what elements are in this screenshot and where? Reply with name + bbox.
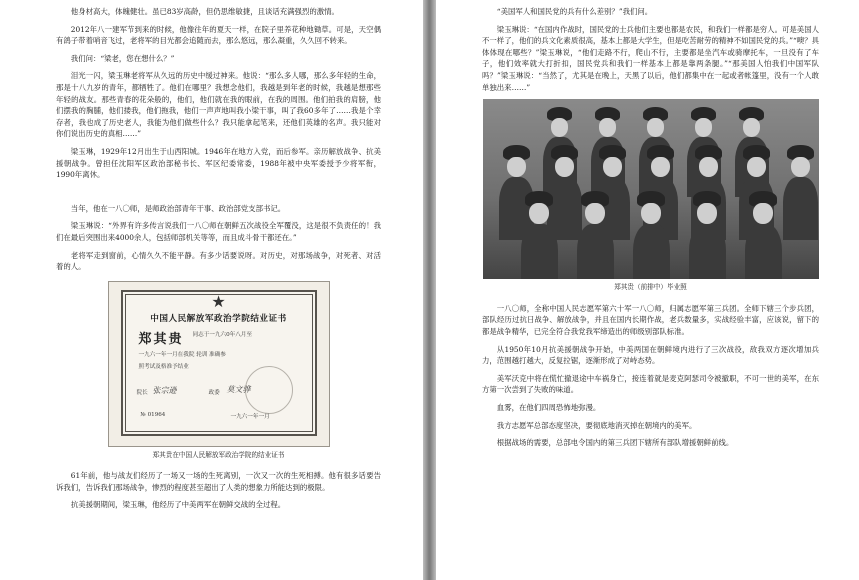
certificate-line-2: 一九六一年一月在我院 轮训 准确参: [138, 351, 226, 358]
body-paragraph: “美国军人和国民党的兵有什么差别？”我们问。: [496, 7, 653, 16]
right-text-block-top: [482, 6, 819, 93]
body-paragraph: 梁玉琳，1929年12月出生于山西阳城。1946年在地方入党，而后参军。亲历解放战争、抗美援朝战争。曾担任沈阳军区政治部秘书长、军区纪委常委，1988年被中央军委授予少将军衔，1990年离休。: [56, 146, 381, 180]
certificate-title-left: 院长: [136, 389, 148, 396]
paragraph-gap: [56, 187, 381, 203]
soldier-figure: [521, 191, 558, 279]
body-paragraph: 从1950年10月抗美援朝战争开始，中美两国在朝鲜境内进行了三次战役，敌我双方逐次增加兵力，范围越打越大，反复拉锯，逐渐形成了对峙态势。: [482, 344, 819, 366]
body-paragraph: 我方志愿军总部态度坚决，要彻底地消灭掉在朝境内的美军。: [496, 420, 697, 430]
certificate-date: 一九六一年一月: [230, 413, 270, 420]
group-photo: [483, 99, 819, 279]
certificate-title-right: 政委: [208, 389, 220, 396]
left-text-block-top: [56, 6, 381, 181]
soldier-figure: [633, 191, 670, 279]
body-paragraph: 梁玉琳说：“在国内作战时，国民党的士兵他们主要也都是农民，和我们一样都是穷人。可是美国人不一样了，他们的兵文化素质很高，基本上都是大学生，但是吃苦耐劳的精神不如国民党的兵。”“噢？具体体现在哪些？”梁玉琳说，“他们走路不行，爬山不行，主要都是坐汽车或骑摩托车，一旦没有了车子，他们效率就大打折扣，国民党兵和我们一样基本上都是靠两条腿。”“那美国人怕我们中国军队吗？”梁玉琳说：“当然了，尤其是在晚上，天黑了以后，他们都集中在一起或者帐篷里，没有一个人敢单独出来……”: [482, 24, 819, 92]
body-paragraph: 他身材高大，体魄健壮。虽已83岁高龄，但仍思维敏捷，且谈话充满强烈的激情。: [70, 7, 339, 16]
body-paragraph: 根据战场的需要，总部电令国内的第三兵团下辖所有部队增援朝鲜前线。: [496, 438, 734, 448]
body-paragraph: 美军沃克中将在慌忙撤退途中车祸身亡，接连着就是麦克阿瑟司令被撤职，不可一世的美军，在东方第一次尝到了失败的味道。: [482, 373, 819, 395]
certificate-caption: 郑其贵在中国人民解放军政治学院的结业证书: [152, 450, 285, 459]
certificate-name: 郑其贵: [138, 331, 184, 347]
certificate-line-3: 照考试及格准予结业: [138, 363, 189, 370]
photo-caption: 郑其贵（前排中）毕业照: [614, 283, 687, 292]
star-emblem-icon: ★: [211, 291, 226, 311]
left-text-block-bottom: [56, 470, 381, 511]
certificate-image: [108, 281, 330, 447]
body-paragraph: 泪光一闪，梁玉琳老将军从久远的历史中缓过神来。他说：“那么多人哪，那么多年轻的生命，那是十八九岁的青年，都牺牲了。他们在哪里？我想念他们，我越是到年老的时候，我越是想那些年轻的战友。那些青春的花朵般的，他们，他们就在我的眼前，在我的周围。他们拍我的肩膀，他们摆我的胸脯，他们搂我，他们拖我，他们一声声地叫我小梁干事，叫了我60多年了……我是个幸存者，我也成了历史老人，我能为他们做些什么？我只能拿起笔来，还他们英雄的名声。我只能对你们说出历史的真相……”: [56, 71, 381, 139]
certificate-line-1: 同志于一九六0年八月至: [192, 331, 252, 338]
body-paragraph: 61年前，他与战友们经历了一场又一场的生死离别，一次又一次的生死相搏。他有很多话要告诉我们，告诉我们那场战争，惨烈的程度甚至超出了人类的想象力所能达到的极限。: [56, 471, 381, 492]
certificate-seal: [245, 366, 293, 414]
certificate-signature-left: 张宗逊: [152, 385, 177, 395]
body-paragraph: 血雾，在他们四周恐怖地弥漫。: [496, 402, 601, 412]
body-paragraph: 当年，他在一八〇师，是师政治部青年干事、政治部党支部书记。: [70, 203, 286, 213]
certificate-signature-right: 莫文骅: [226, 384, 251, 394]
certificate-number: № 01964: [140, 411, 166, 418]
right-page: [436, 0, 859, 580]
body-paragraph: 2012年八一建军节到来的时候，他像往年的夏天一样，在院子里养花种地锄草。可是，天空偶有鸽子带着哨音飞过，老将军的目光都会追随而去，那么悠远，那么凝重，久久回不转来。: [56, 24, 381, 46]
left-page: [0, 0, 423, 580]
soldier-figure: [745, 191, 782, 279]
soldier-figure: [689, 191, 726, 279]
body-paragraph: 梁玉琳说：“外界有许多传言说我们一八〇师在朝鲜五次战役全军覆没，这是很不负责任的！我们在最后突围出来4000余人，包括师部机关等等，而且成斗骨干都还在。”: [56, 221, 381, 242]
left-text-block-middle: [56, 203, 381, 273]
body-paragraph: 抗美援朝期间，梁玉琳，他经历了中美两军在朝鲜交战的全过程。: [70, 500, 286, 510]
certificate-title: 中国人民解放军政治学院结业证书: [150, 313, 287, 324]
body-paragraph: 一八〇师，全称中国人民志愿军第六十军一八〇师，归属志愿军第三兵团。全师下辖三个步兵团，部队经历过抗日战争、解放战争，并且在国内长期作战，老兵数量多，实战经验丰富，应该说，留下的都是战争精华，已完全符合我党我军缔造出的师级别部队标准。: [482, 303, 819, 336]
soldier-figure: [783, 145, 819, 240]
right-text-block-bottom: [482, 303, 819, 449]
certificate-border: [121, 290, 317, 436]
body-paragraph: 我们问：“梁老，您在想什么？”: [70, 53, 175, 63]
body-paragraph: 老将军走到窗前，心情久久不能平静。有多少话要说呀。对历史，对那场战争，对死者、对活着的人。: [56, 250, 381, 272]
book-gutter: [423, 0, 436, 580]
soldier-figure: [577, 191, 614, 279]
